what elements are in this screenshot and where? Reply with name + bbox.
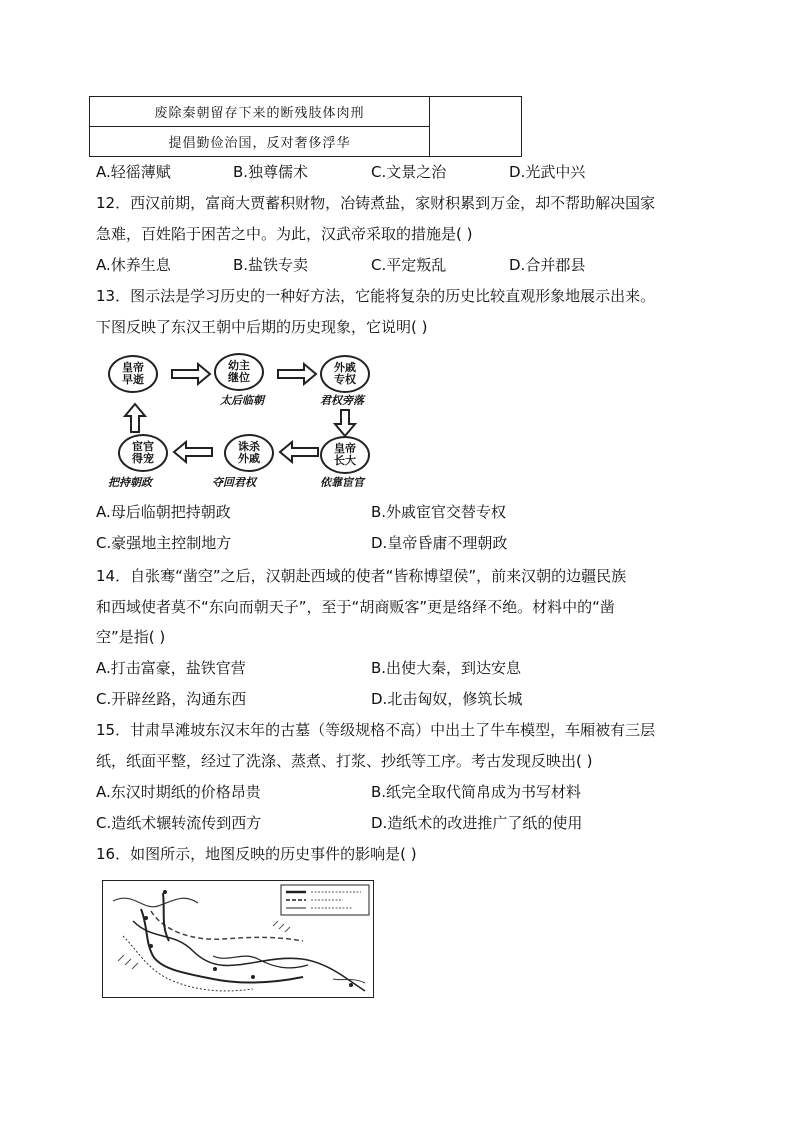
q11-option-a[interactable]: A.轻徭薄赋 (96, 163, 171, 181)
q14-stem-line3: 空”是指( ) (96, 628, 166, 646)
table-row (90, 97, 522, 127)
table-cell: 废除秦朝留存下来的断残肢体肉刑 (90, 97, 430, 127)
node-young-ruler: 幼主继位 (214, 353, 264, 391)
q14-option-c[interactable]: C.开辟丝路，沟通东西 (96, 690, 247, 708)
map-drawing (103, 881, 374, 998)
q14-option-a[interactable]: A.打击富豪，盐铁官营 (96, 659, 246, 677)
table-cell-empty (430, 97, 522, 157)
q15-stem-line1: 15．甘肃旱滩坡东汉末年的古墓（等级规格不高）中出土了牛车模型，车厢被有三层 (96, 721, 656, 739)
q12-option-c[interactable]: C.平定叛乱 (371, 256, 447, 274)
historical-map (102, 880, 374, 998)
caption-regain-power: 夺回君权 (212, 476, 256, 489)
node-emperor-grows: 皇帝长大 (320, 436, 370, 474)
q12-option-a[interactable]: A.休养生息 (96, 256, 171, 274)
q13-option-d[interactable]: D.皇帝昏庸不理朝政 (371, 534, 508, 552)
node-kill-consorts: 诛杀外戚 (224, 434, 274, 472)
arrow-up-icon (125, 404, 145, 432)
arrow-down-icon (335, 410, 355, 436)
q12-option-b[interactable]: B.盐铁专卖 (233, 256, 309, 274)
arrow-left-icon (174, 442, 212, 462)
q12-option-d[interactable]: D.合并郡县 (509, 256, 586, 274)
caption-empress-regent: 太后临朝 (220, 394, 264, 407)
q15-option-d[interactable]: D.造纸术的改进推广了纸的使用 (371, 814, 583, 832)
q14-option-b[interactable]: B.出使大秦，到达安息 (371, 659, 522, 677)
caption-power-lost: 君权旁落 (320, 394, 364, 407)
policy-table (89, 96, 522, 157)
q15-option-b[interactable]: B.纸完全取代简帛成为书写材料 (371, 783, 582, 801)
q14-option-d[interactable]: D.北击匈奴，修筑长城 (371, 690, 523, 708)
arrow-right-icon (278, 364, 316, 384)
q12-stem-line1: 12．西汉前期，富商大贾蓄积财物，冶铸煮盐，家财积累到万金，却不帮助解决国家 (96, 194, 656, 212)
q12-stem-line2: 急难，百姓陷于困苦之中。为此，汉武帝采取的措施是( ) (96, 225, 473, 243)
q13-stem-line1: 13．图示法是学习历史的一种好方法，它能将复杂的历史比较直观形象地展示出来。 (96, 287, 656, 305)
q13-option-b[interactable]: B.外戚宦官交替专权 (371, 503, 507, 521)
arrow-left-icon (280, 442, 318, 462)
node-consort-clan: 外戚专权 (320, 355, 370, 393)
q11-option-c[interactable]: C.文景之治 (371, 163, 447, 181)
q14-stem-line1: 14．自张骞“凿空”之后，汉朝赴西域的使者“皆称博望侯”，前来汉朝的边疆民族 (96, 567, 627, 585)
node-eunuchs: 宦官得宠 (118, 434, 168, 472)
q13-option-a[interactable]: A.母后临朝把持朝政 (96, 503, 231, 521)
caption-rely-eunuchs: 依靠宦官 (320, 476, 364, 489)
table-cell: 提倡勤俭治国，反对奢侈浮华 (90, 127, 430, 157)
q11-option-b[interactable]: B.独尊儒术 (233, 163, 309, 181)
q15-option-c[interactable]: C.造纸术辗转流传到西方 (96, 814, 262, 832)
q15-option-a[interactable]: A.东汉时期纸的价格昂贵 (96, 783, 261, 801)
caption-control-court: 把持朝政 (108, 476, 152, 489)
q13-stem-line2: 下图反映了东汉王朝中后期的历史现象，它说明( ) (96, 318, 428, 336)
arrow-right-icon (172, 364, 210, 384)
q16-stem-line1: 16．如图所示，地图反映的历史事件的影响是( ) (96, 845, 417, 863)
flow-diagram (100, 350, 390, 490)
q15-stem-line2: 纸，纸面平整，经过了洗涤、蒸煮、打浆、抄纸等工序。考古发现反映出( ) (96, 752, 593, 770)
node-emperor-dies-young: 皇帝早逝 (108, 355, 158, 393)
q13-option-c[interactable]: C.豪强地主控制地方 (96, 534, 232, 552)
q14-stem-line2: 和西域使者莫不“东向而朝天子”，至于“胡商贩客”更是络绎不绝。材料中的“凿 (96, 598, 615, 616)
q11-option-d[interactable]: D.光武中兴 (509, 163, 586, 181)
